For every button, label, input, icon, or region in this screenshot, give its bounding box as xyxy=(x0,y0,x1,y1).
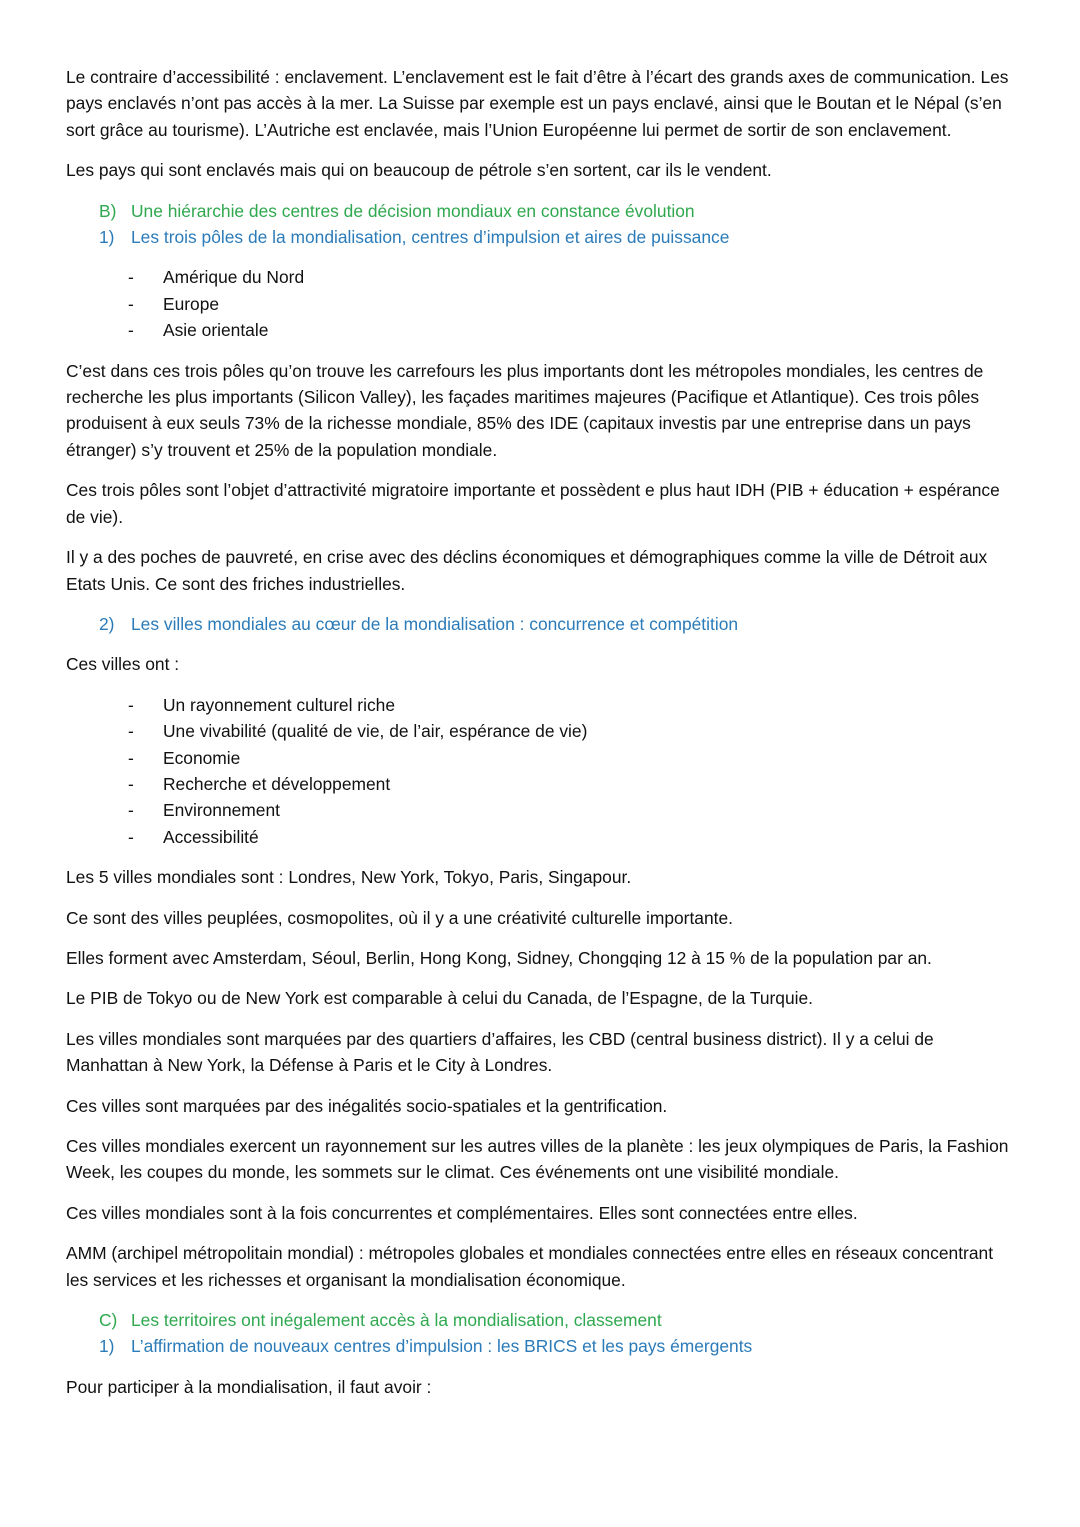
list-item-text: Asie orientale xyxy=(163,320,269,341)
dash-bullet: - xyxy=(128,826,134,847)
paragraph-amsterdam: Elles forment avec Amsterdam, Séoul, Berlin, Hong Kong, Sidney, Chongqing 12 à 15 % de la population par an. xyxy=(66,947,932,968)
heading-subsection-B1 xyxy=(99,224,1014,250)
list-item xyxy=(128,797,1014,823)
list-item-text: Amérique du Nord xyxy=(163,267,305,288)
list-item xyxy=(128,291,1014,317)
list-item xyxy=(128,745,1014,771)
heading-marker: 2) xyxy=(99,613,115,634)
heading-section-C xyxy=(99,1307,1014,1333)
paragraph-concurrentes: Ces villes mondiales sont à la fois concurrentes et complémentaires. Elles sont connectées entre elles. xyxy=(66,1202,858,1223)
heading-text: Les territoires ont inégalement accès à la mondialisation, classement xyxy=(131,1310,662,1331)
dash-bullet: - xyxy=(128,694,134,715)
heading-marker: C) xyxy=(99,1310,118,1331)
heading-marker: B) xyxy=(99,200,117,221)
dash-bullet: - xyxy=(128,267,134,288)
dash-bullet: - xyxy=(128,800,134,821)
list-item-text: Europe xyxy=(163,293,220,314)
list-item-text: Un rayonnement culturel riche xyxy=(163,694,395,715)
paragraph-rayonnement: Ces villes mondiales exercent un rayonnement sur les autres villes de la planète : les jeux olympiques de Paris, la Fashion Week, les coupes du monde, les sommets sur le climat. Ces événements ont une visibilité mondiale. xyxy=(66,1136,1009,1183)
list-item xyxy=(128,692,1014,718)
paragraph-carrefours: C’est dans ces trois pôles qu’on trouve les carrefours les plus importants dont les métropoles mondiales, les centres de recherche les plus importants (Silicon Valley), les façades maritimes majeures (Pacifique et Atlantique). Ces trois pôles produisent à eux seuls 73% de la richesse mondiale, 85% des IDE (capitaux investis par une entreprise dans un pays étranger) s’y trouvent et 25% de la population mondiale. xyxy=(66,360,984,460)
paragraph-cbd: Les villes mondiales sont marquées par des quartiers d’affaires, les CBD (central business district). Il y a celui de Manhattan à New York, la Défense à Paris et le City à Londres. xyxy=(66,1028,934,1076)
list-item-text: Economie xyxy=(163,747,241,768)
dash-bullet: - xyxy=(128,721,134,742)
poles-list xyxy=(66,264,1014,343)
paragraph-petrole: Les pays qui sont enclavés mais qui on beaucoup de pétrole s’en sortent, car ils le vendent. xyxy=(66,160,772,181)
heading-group-C xyxy=(99,1307,1014,1360)
heading-text: L’affirmation de nouveaux centres d’impulsion : les BRICS et les pays émergents xyxy=(131,1336,753,1357)
heading-group-B2 xyxy=(99,611,1014,637)
paragraph-amm: AMM (archipel métropolitain mondial) : métropoles globales et mondiales connectées entre elles en réseaux concentrant les services et les richesses et organisant la mondialisation économique. xyxy=(66,1243,994,1290)
heading-marker: 1) xyxy=(99,1336,115,1357)
paragraph-participer: Pour participer à la mondialisation, il faut avoir : xyxy=(66,1376,432,1397)
paragraph-peuplees: Ce sont des villes peuplées, cosmopolites, où il y a une créativité culturelle importante. xyxy=(66,907,733,928)
dash-bullet: - xyxy=(128,747,134,768)
heading-marker: 1) xyxy=(99,227,115,248)
dash-bullet: - xyxy=(128,293,134,314)
list-item xyxy=(128,771,1014,797)
heading-subsection-C1 xyxy=(99,1333,1014,1359)
villes-traits-list xyxy=(66,692,1014,850)
document-page xyxy=(66,64,1014,1414)
list-item xyxy=(128,718,1014,744)
paragraph-pauvrete: Il y a des poches de pauvreté, en crise avec des déclins économiques et démographiques comme la ville de Détroit aux Etats Unis. Ce sont des friches industrielles. xyxy=(66,547,988,594)
list-item xyxy=(128,264,1014,290)
heading-text: Une hiérarchie des centres de décision mondiaux en constance évolution xyxy=(131,200,695,221)
list-item-text: Accessibilité xyxy=(163,826,259,847)
heading-section-B xyxy=(99,198,1014,224)
list-item-text: Recherche et développement xyxy=(163,773,391,794)
paragraph-enclavement: Le contraire d’accessibilité : enclavement. L’enclavement est le fait d’être à l’écart des grands axes de communication. Les pays enclavés n’ont pas accès à la mer. La Suisse par exemple est un pays enclavé, ainsi que le Boutan et le Népal (s’en sort grâce au tourisme). L’Autriche est enclavée, mais l’Union Européenne lui permet de sortir de son enclavement. xyxy=(66,67,1009,140)
list-item xyxy=(128,317,1014,343)
paragraph-inegalites: Ces villes sont marquées par des inégalités socio-spatiales et la gentrification. xyxy=(66,1095,668,1116)
heading-text: Les villes mondiales au cœur de la mondialisation : concurrence et compétition xyxy=(131,613,739,634)
dash-bullet: - xyxy=(128,320,134,341)
list-item-text: Environnement xyxy=(163,800,280,821)
heading-text: Les trois pôles de la mondialisation, centres d’impulsion et aires de puissance xyxy=(131,227,730,248)
paragraph-ces-villes: Ces villes ont : xyxy=(66,654,180,675)
dash-bullet: - xyxy=(128,773,134,794)
paragraph-attractivite: Ces trois pôles sont l’objet d’attractivité migratoire importante et possèdent e plus haut IDH (PIB + éducation + espérance de vie). xyxy=(66,480,1000,527)
paragraph-pib: Le PIB de Tokyo ou de New York est comparable à celui du Canada, de l’Espagne, de la Turquie. xyxy=(66,988,813,1009)
heading-subsection-B2 xyxy=(99,611,1014,637)
list-item xyxy=(128,824,1014,850)
paragraph-5villes: Les 5 villes mondiales sont : Londres, New York, Tokyo, Paris, Singapour. xyxy=(66,867,632,888)
heading-group-B xyxy=(99,198,1014,251)
list-item-text: Une vivabilité (qualité de vie, de l’air, espérance de vie) xyxy=(163,721,588,742)
